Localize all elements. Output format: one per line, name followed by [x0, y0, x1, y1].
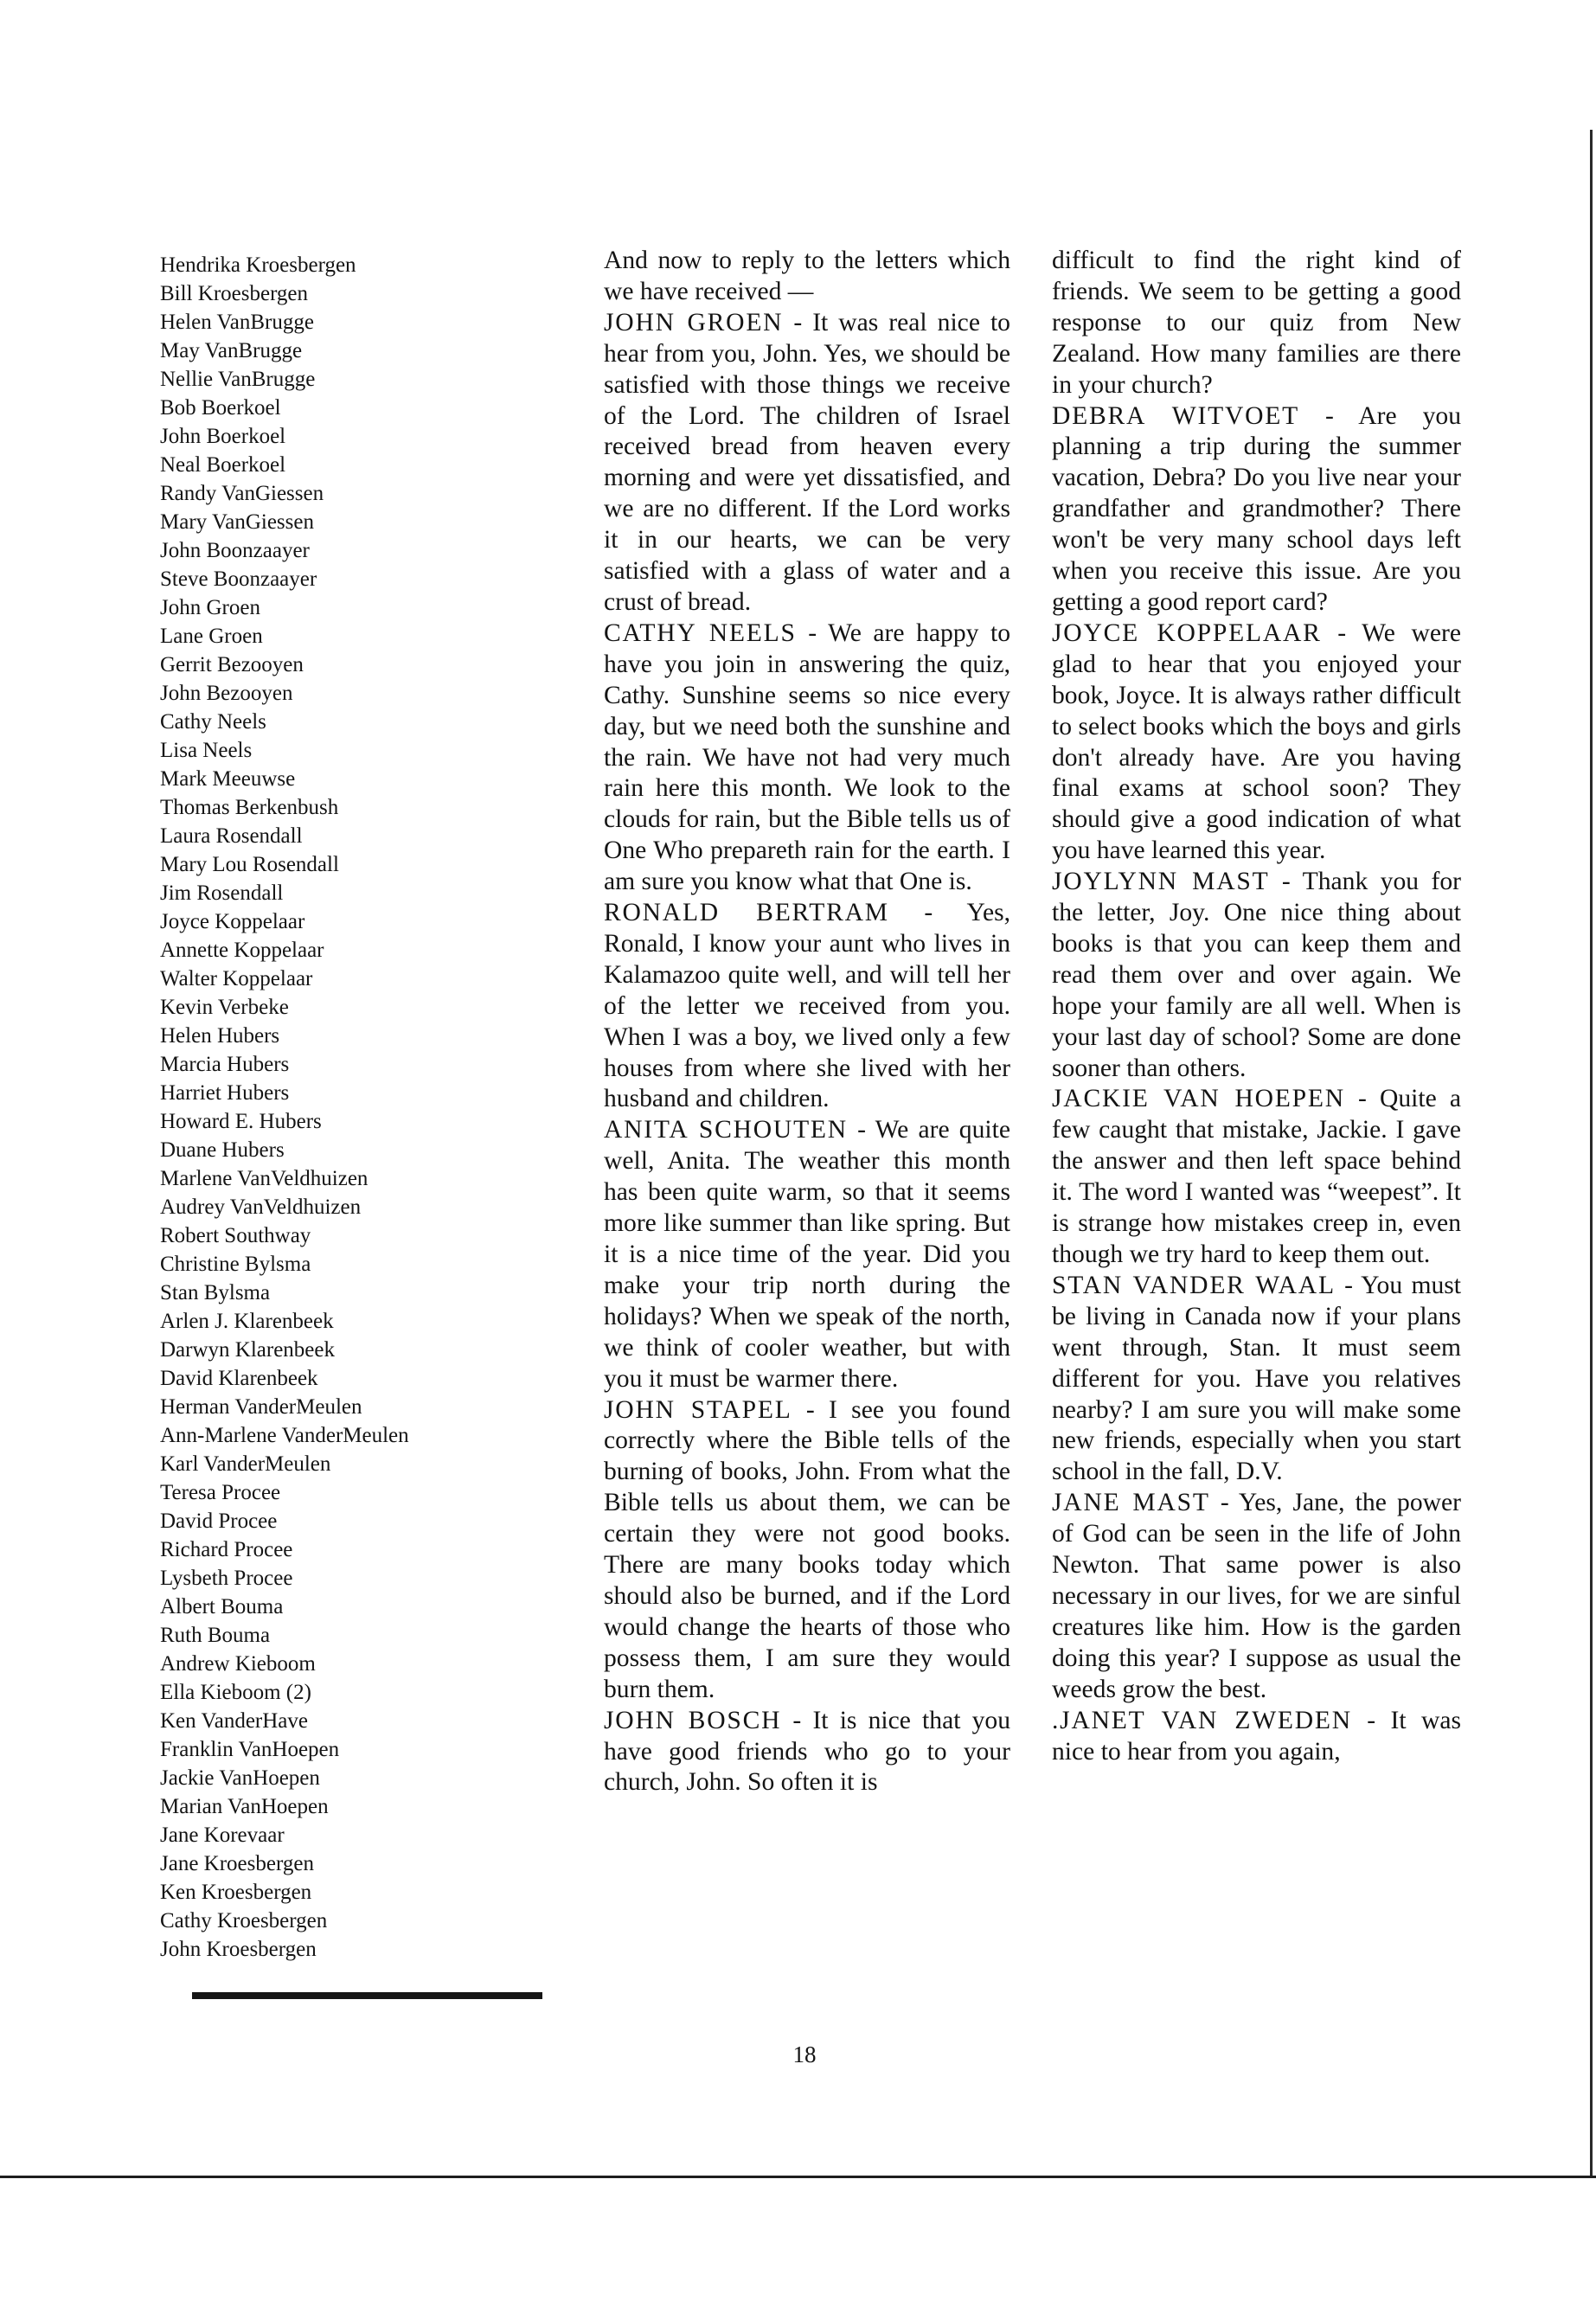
name-entry: Jane Kroesbergen [160, 1852, 314, 1875]
name-entry: Stan Bylsma [160, 1281, 271, 1304]
letter-body: - It is nice that you have good friends who go to your church, John. So often it is [604, 1706, 1010, 1797]
letter-reply [1052, 1271, 1461, 1488]
letter-body: - I see you found correctly where the Bible tells of the burning of books, John. From what the Bible tells us about them, we can be certain they were not good books. There are many books today which should also be burned, and if the Lord would change the hearts of those who possess them, I am sure they would burn them. [604, 1395, 1010, 1703]
name-entry: Ken Kroesbergen [160, 1881, 312, 1904]
name-entry: Arlen J. Klarenbeek [160, 1310, 334, 1333]
column-divider-rule [192, 1992, 542, 1999]
letter-recipient: DEBRA WITVOET [1052, 401, 1299, 430]
name-entry: Herman VanderMeulen [160, 1395, 362, 1419]
letter-reply [1052, 619, 1461, 867]
name-entry: Karl VanderMeulen [160, 1452, 331, 1476]
name-entry: May VanBrugge [160, 339, 303, 362]
name-entry: Helen VanBrugge [160, 311, 314, 334]
letter-body: - Quite a few caught that mistake, Jackie. I gave the answer and then left space behind it. The word I wanted was “weepest”. It is strange how mistakes creep in, even though we try hard to keep them out. [1052, 1085, 1461, 1268]
name-entry: Mary VanGiessen [160, 510, 314, 534]
letter-body: - You must be living in Canada now if your plans went through, Stan. It must seem different for you. Have you relatives nearby? I am sure you will make some new friends, especially when you start school in the fall, D.V. [1052, 1271, 1462, 1486]
letter-recipient: JOHN BOSCH [604, 1706, 782, 1734]
letter-recipient: JANE MAST [1052, 1489, 1210, 1517]
letter-reply [604, 308, 1010, 619]
name-entry: David Klarenbeek [160, 1367, 318, 1390]
name-entry: Franklin VanHoepen [160, 1738, 340, 1761]
name-entry: John Boerkoel [160, 425, 286, 448]
letter-body: - We are quite well, Anita. The weather this month has been quite warm, so that it seems more like summer than like spring. But it is a nice time of the year. Did you make your trip north during the holidays? When we speak of the north, we think of cooler weather, but with you it must be warmer there. [604, 1116, 1010, 1393]
name-entry: Thomas Berkenbush [160, 796, 339, 819]
continued-paragraph: difficult to find the right kind of friends. We seem to be getting a good response to our quiz from New Zealand. How many families are there in your church? [1052, 247, 1461, 399]
letter-reply [1052, 867, 1461, 1084]
letter-body: - Yes, Jane, the power of God can be seen in the life of John Newton. That same power is also necessary in our lives, for we are sinful creatures like him. How is the garden doing this year? I suppose as usual the weeds grow the best. [1052, 1489, 1461, 1703]
letter-body: - It was real nice to hear from you, John. Yes, we should be satisfied with those things we receive of the Lord. The children of Israel received bread from heaven every morning and were yet dissatisfied, and we are no different. If the Lord works it in our hearts, we can be very satisfied with a glass of water and a crust of bread. [604, 308, 1010, 616]
name-entry: Marlene VanVeldhuizen [160, 1167, 369, 1190]
letter-body: - Yes, Ronald, I know your aunt who lives in Kalamazoo quite well, and will tell her of the letter we received from you. When I was a boy, we lived only a few houses from where she lived with her husband and children. [604, 899, 1010, 1113]
letter-reply [604, 898, 1010, 1115]
letter-reply [604, 619, 1010, 898]
name-entry: Darwyn Klarenbeek [160, 1338, 335, 1362]
name-entry: Bill Kroesbergen [160, 282, 309, 305]
letter-recipient: JOHN STAPEL [604, 1395, 792, 1424]
letter-reply [1052, 1084, 1461, 1270]
letter-reply [1052, 401, 1461, 619]
name-entry: Nellie VanBrugge [160, 368, 316, 391]
name-entry: John Boonzaayer [160, 539, 310, 562]
letter-body: - Thank you for the letter, Joy. One nice thing about books is that you can keep them and read them over and over again. We hope your family are all well. When is your last day of school? Some are done sooner than others. [1052, 868, 1461, 1082]
letter-reply [604, 1395, 1010, 1706]
letter-recipient: JOYLYNN MAST [1052, 868, 1270, 896]
name-entry: Mary Lou Rosendall [160, 853, 339, 876]
name-entry: Kevin Verbeke [160, 996, 289, 1019]
name-entry: Randy VanGiessen [160, 482, 324, 505]
letter-recipient: ANITA SCHOUTEN [604, 1116, 848, 1144]
name-entry: Steve Boonzaayer [160, 567, 317, 591]
name-entry: Helen Hubers [160, 1024, 280, 1048]
letter-reply [1052, 1488, 1461, 1705]
name-entry: Albert Bouma [160, 1595, 284, 1618]
name-entry: Lysbeth Procee [160, 1567, 293, 1590]
letter-body: - Are you planning a trip during the summer vacation, Debra? Do you live near your grandfather and grandmother? There won't be very many school days left when you receive this issue. Are you getting a good report card? [1052, 401, 1461, 616]
letter-body: - We were glad to hear that you enjoyed your book, Joyce. It is always rather difficult to select books which the boys and girls don't already have. Are you having final exams at school soon? They should give a good indication of what you have learned this year. [1052, 619, 1461, 865]
name-entry: Ken VanderHave [160, 1709, 308, 1733]
letter-recipient: .JANET VAN ZWEDEN [1052, 1706, 1352, 1734]
letter-recipient: JOHN GROEN [604, 308, 784, 336]
name-entry: Annette Koppelaar [160, 939, 324, 962]
letter-reply [604, 1115, 1010, 1394]
name-entry: Marcia Hubers [160, 1053, 290, 1076]
name-entry: Marian VanHoepen [160, 1795, 329, 1818]
name-entry: Ann-Marlene VanderMeulen [160, 1424, 409, 1447]
name-entry: Cathy Kroesbergen [160, 1909, 328, 1932]
name-entry: Hendrika Kroesbergen [160, 253, 356, 277]
letter-recipient: STAN VANDER WAAL [1052, 1271, 1336, 1299]
name-entry: Cathy Neels [160, 710, 266, 734]
letter-recipient: JOYCE KOPPELAAR [1052, 619, 1322, 647]
name-entry: Lane Groen [160, 625, 263, 648]
name-entry: Ella Kieboom (2) [160, 1681, 311, 1704]
name-entry: Audrey VanVeldhuizen [160, 1195, 362, 1219]
letter-body: - We are happy to have you join in answering the quiz, Cathy. Sunshine seems so nice every day, but we need both the sunshine and the rain. We have not had very much rain here this month. We look to the clouds for rain, but the Bible tells us of One Who prepareth rain for the earth. I am sure you know what that One is. [604, 619, 1010, 896]
name-entry: Duane Hubers [160, 1138, 285, 1162]
name-entry: John Groen [160, 596, 260, 619]
letter-reply [1052, 1706, 1461, 1768]
letter-body: - It was nice to hear from you again, [1052, 1706, 1462, 1766]
name-entry: Robert Southway [160, 1224, 311, 1247]
letter-recipient: RONALD BERTRAM [604, 899, 889, 927]
name-entry: Neal Boerkoel [160, 453, 286, 477]
name-entry: Howard E. Hubers [160, 1110, 322, 1133]
name-entry: Andrew Kieboom [160, 1652, 316, 1676]
name-entry: Ruth Bouma [160, 1624, 271, 1647]
page-edge-line [1590, 130, 1593, 2176]
letters-column-middle [604, 246, 1010, 1798]
intro-paragraph: And now to reply to the letters which we have received — [604, 247, 1010, 305]
name-entry: John Bezooyen [160, 682, 293, 705]
name-entry: John Kroesbergen [160, 1938, 317, 1961]
name-entry: Jane Korevaar [160, 1823, 285, 1847]
name-entry: Laura Rosendall [160, 824, 303, 848]
name-entry: Richard Procee [160, 1538, 293, 1561]
name-entry: David Procee [160, 1509, 278, 1533]
name-entry: Gerrit Bezooyen [160, 653, 304, 676]
name-entry: Jackie VanHoepen [160, 1766, 320, 1790]
name-entry: Jim Rosendall [160, 881, 284, 905]
name-entry: Christine Bylsma [160, 1253, 311, 1276]
letter-recipient: CATHY NEELS [604, 619, 797, 647]
page-number: 18 [792, 2041, 817, 2067]
name-entry: Walter Koppelaar [160, 967, 313, 990]
name-entry: Bob Boerkoel [160, 396, 281, 420]
name-entry: Teresa Procee [160, 1481, 281, 1504]
names-column [160, 251, 541, 1964]
name-entry: Mark Meeuwse [160, 767, 296, 791]
letters-column-right [1052, 246, 1461, 1767]
letter-recipient: JACKIE VAN HOEPEN [1052, 1085, 1345, 1113]
letter-reply [604, 1706, 1010, 1799]
name-entry: Harriet Hubers [160, 1081, 290, 1105]
name-entry: Lisa Neels [160, 739, 253, 762]
name-entry: Joyce Koppelaar [160, 910, 305, 933]
